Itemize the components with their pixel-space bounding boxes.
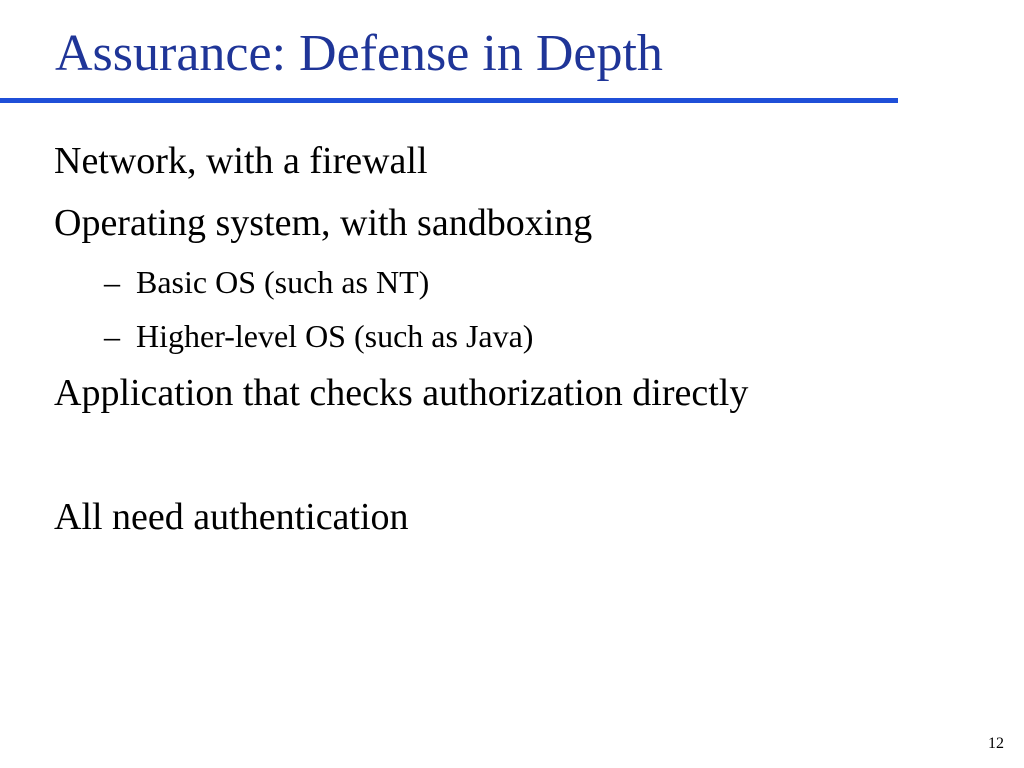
title-underline bbox=[0, 98, 898, 103]
sub-bullet-marker: – bbox=[104, 264, 120, 300]
bullet-authentication: All need authentication bbox=[54, 496, 409, 538]
sub-bullet-text: Basic OS (such as NT) bbox=[136, 264, 430, 300]
bullet-operating-system: Operating system, with sandboxing bbox=[54, 202, 593, 244]
bullet-network: Network, with a firewall bbox=[54, 140, 428, 182]
bullet-application: Application that checks authorization directly bbox=[54, 372, 749, 414]
slide-body bbox=[54, 142, 954, 560]
sub-bullet-text: Higher-level OS (such as Java) bbox=[136, 318, 534, 354]
spacer bbox=[54, 436, 954, 498]
sub-bullet-higher-level-os bbox=[54, 320, 954, 352]
slide-title: Assurance: Defense in Depth bbox=[55, 25, 663, 82]
sub-bullet-marker: – bbox=[104, 318, 120, 354]
page-number: 12 bbox=[988, 735, 1004, 752]
sub-bullet-basic-os bbox=[54, 266, 954, 298]
